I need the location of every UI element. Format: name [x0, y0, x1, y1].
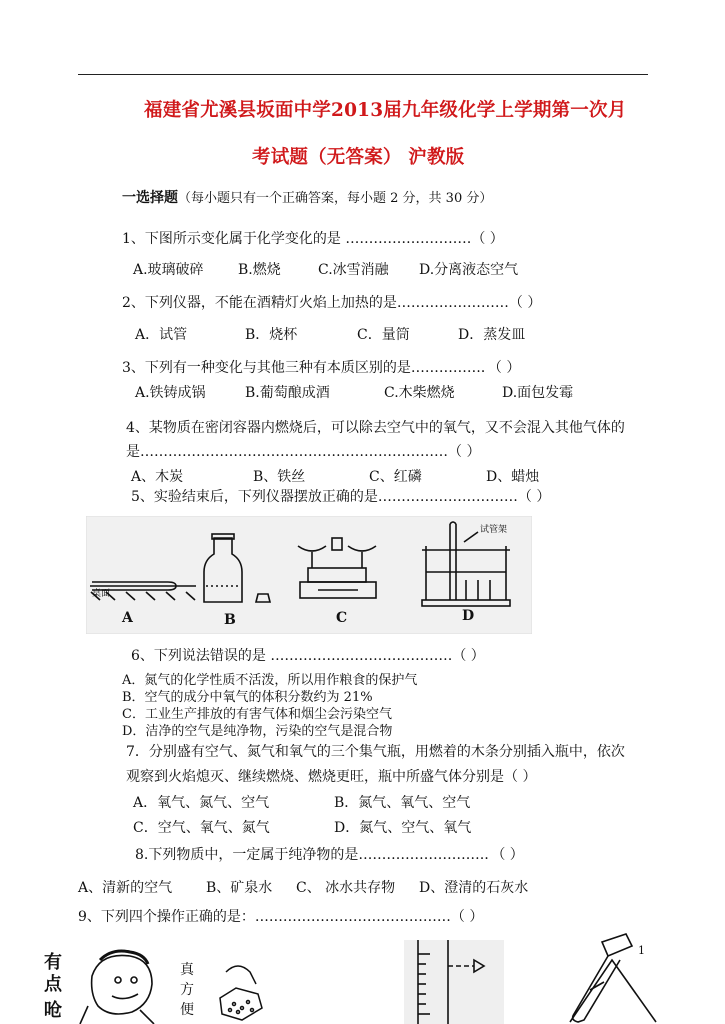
q3-option-c: C.木柴燃烧	[384, 385, 455, 401]
q3-stem: 3、下列有一种变化与其他三种有本质区别的是……………．（ ）	[122, 360, 521, 376]
q3-option-b: B.葡萄酿成酒	[245, 385, 330, 401]
doc-title-line2: 考试题（无答案） 沪教版	[252, 147, 465, 168]
q4-stem: 4、某物质在密闭容器内燃烧后，可以除去空气中的氧气，又不会混入其他气体的	[126, 420, 625, 436]
q6-stem: 6、下列说法错误的是 …………………………………（ ）	[131, 648, 485, 664]
q5-apparatus-figure	[86, 516, 532, 634]
q4-option-b: B、铁丝	[253, 469, 306, 485]
q9-figure-pour	[176, 958, 286, 1024]
q7-stem: 7．分别盛有空气、氮气和氧气的三个集气瓶，用燃着的木条分别插入瓶中，依次	[126, 744, 625, 760]
q6-option-b: B．空气的成分中氧气的体积分数约为 21%	[122, 690, 373, 705]
header-rule	[78, 74, 648, 75]
q6-option-a: A．氮气的化学性质不活泼，所以用作粮食的保护气	[122, 673, 418, 688]
q9-text-qiang: 呛	[44, 1000, 62, 1021]
figure-label-d: D	[462, 608, 475, 624]
q2-option-d: D．蒸发皿	[458, 327, 526, 343]
figure-label-b: B	[224, 612, 236, 628]
figure-label-a: A	[122, 610, 133, 626]
q9-stem: 9、下列四个操作正确的是：……………………………………（ ）	[78, 909, 484, 925]
q8-option-b: B、矿泉水	[206, 880, 273, 896]
rack-label: 试管架	[480, 525, 508, 535]
figure-label-c: C	[336, 610, 348, 626]
q7-option-a: A．氧气、氮气、空气	[133, 795, 270, 811]
q4-option-d: D、蜡烛	[486, 469, 540, 485]
q9-text-you: 有	[44, 952, 62, 973]
q9-figure-cylinder	[404, 940, 504, 1024]
q4-option-a: A、木炭	[131, 469, 184, 485]
hand-beaker-icon	[220, 966, 262, 1020]
q4-stem-cont: 是…………………………………………………………（ ）	[126, 444, 481, 460]
page-number: 1	[638, 944, 645, 957]
q1-option-a: A.玻璃破碎	[133, 262, 204, 278]
q1-stem: 1、下图所示变化属于化学变化的是 ………………………（ ）	[122, 231, 504, 247]
q2-option-b: B．烧杯	[245, 327, 298, 343]
q6-option-c: C．工业生产排放的有害气体和烟尘会污染空气	[122, 707, 392, 722]
q1-option-c: C.冰雪消融	[318, 262, 389, 278]
face-icon	[80, 951, 154, 1024]
q6-option-d: D．洁净的空气是纯净物，污染的空气是混合物	[122, 724, 393, 739]
q8-option-d: D、澄清的石灰水	[419, 880, 529, 896]
q9-figure-test-tube	[560, 930, 670, 1024]
table-label: 桌面	[92, 589, 111, 599]
q9-text-bian: 便	[180, 1002, 194, 1018]
q2-option-a: A．试管	[135, 327, 188, 343]
doc-title-line1: 福建省尤溪县坂面中学2013届九年级化学上学期第一次月	[144, 100, 627, 121]
q9-text-dian: 点	[44, 974, 62, 995]
q8-option-c: C、 冰水共存物	[296, 880, 396, 896]
section-heading: 一选择题	[122, 190, 178, 206]
q7-stem-cont: 观察到火焰熄灭、继续燃烧、燃烧更旺，瓶中所盛气体分别是（ ）	[126, 769, 537, 785]
q4-option-c: C、红磷	[369, 469, 422, 485]
section-note: （每小题只有一个正确答案，每小题 2 分，共 30 分）	[178, 191, 493, 206]
q7-option-b: B．氮气、氧气、空气	[334, 795, 471, 811]
q9-figure-smell	[40, 946, 180, 1024]
q3-option-a: A.铁铸成锅	[135, 385, 206, 401]
q1-option-b: B.燃烧	[238, 262, 281, 278]
q2-stem: 2、下列仪器，不能在酒精灯火焰上加热的是……………………（ ）	[122, 295, 542, 311]
q9-text-fang: 方	[180, 982, 194, 998]
q7-option-c: C．空气、氧气、氮气	[133, 820, 270, 836]
section-heading-row	[122, 187, 492, 207]
q8-stem: 8.下列物质中，一定属于纯净物的是………………………．（ ）	[135, 847, 524, 863]
q2-option-c: C．量筒	[357, 327, 410, 343]
q7-option-d: D．氮气、空气、氧气	[334, 820, 472, 836]
q5-stem: 5、实验结束后，下列仪器摆放正确的是…………………………（ ）	[131, 489, 551, 505]
q8-option-a: A、清新的空气	[78, 880, 173, 896]
q1-option-d: D.分离液态空气	[419, 262, 519, 278]
q3-option-d: D.面包发霉	[502, 385, 574, 401]
q9-text-zhen: 真	[180, 962, 194, 978]
